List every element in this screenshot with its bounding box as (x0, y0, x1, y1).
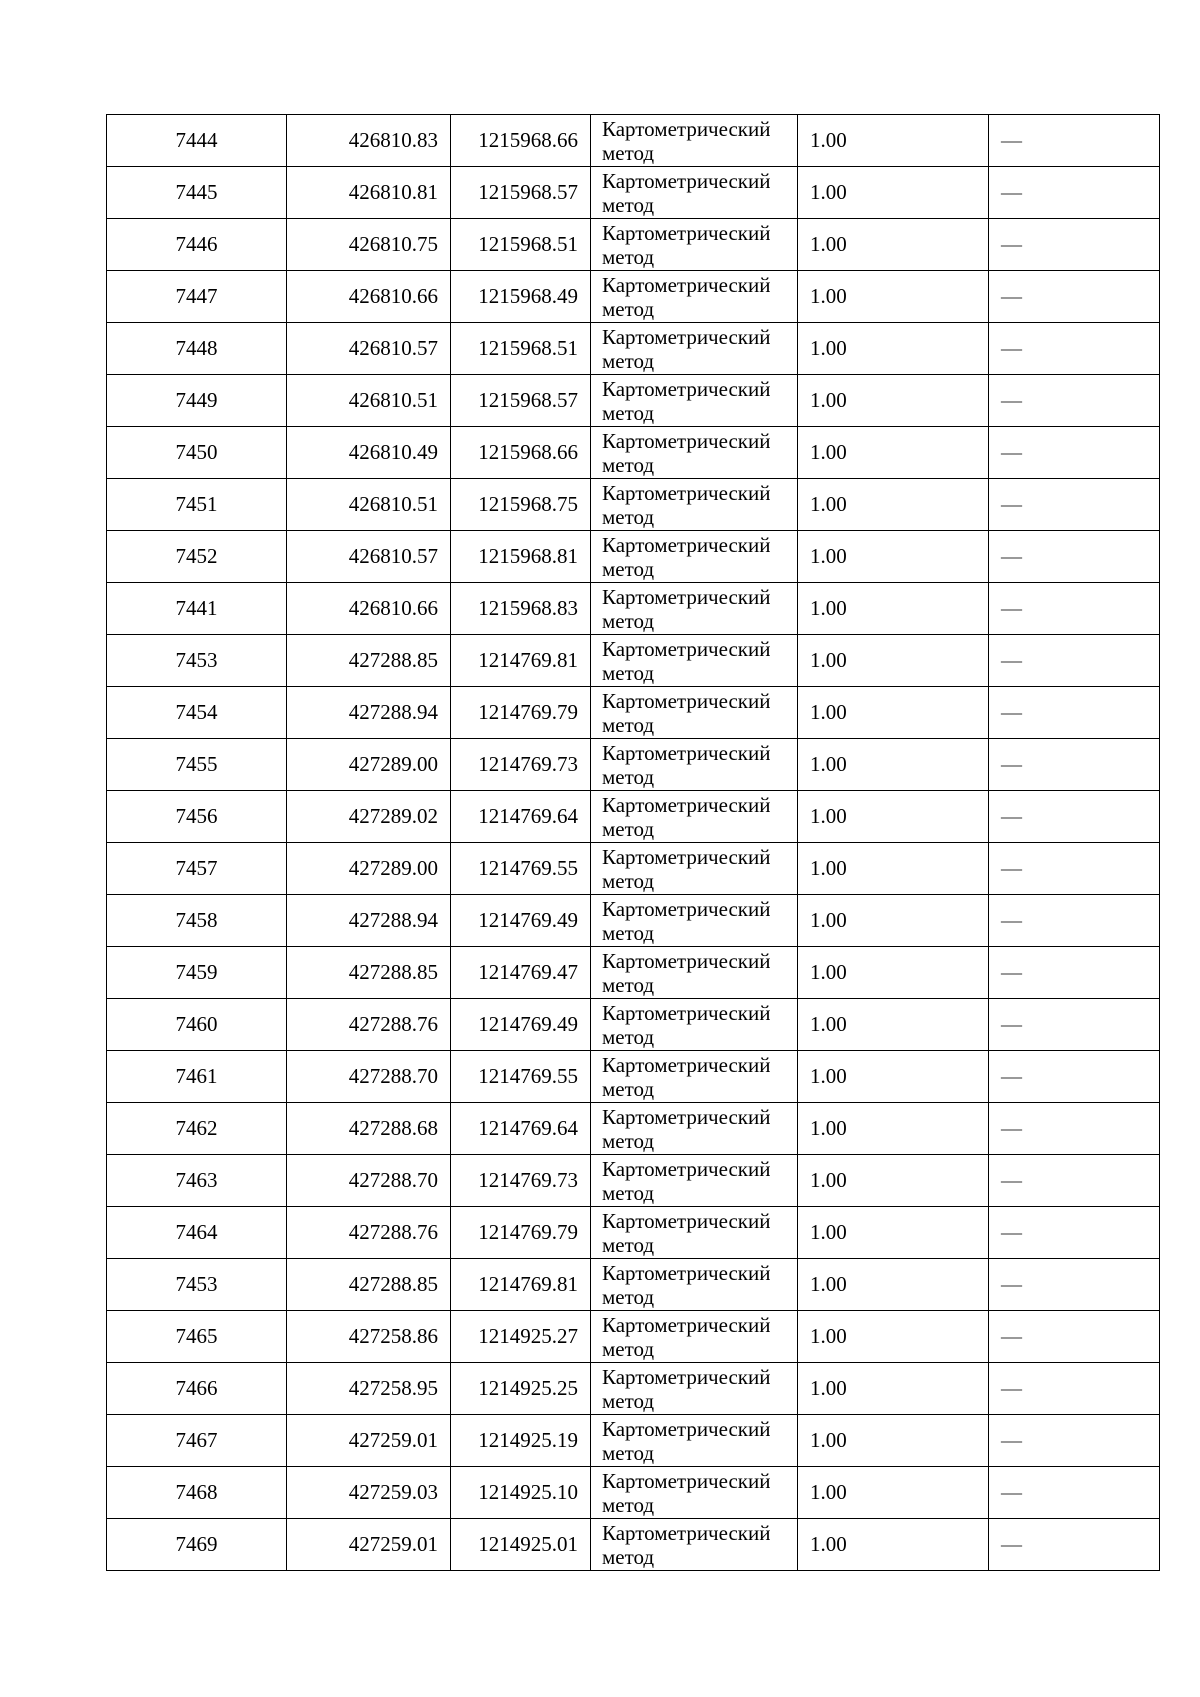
accuracy-cell: 1.00 (798, 895, 989, 947)
point-number-cell: 7457 (107, 843, 287, 895)
method-line-1: Картометрический (602, 272, 771, 297)
x-coordinate-cell: 427289.00 (287, 843, 451, 895)
y-coordinate-cell: 1215968.57 (451, 375, 591, 427)
method-line-1: Картометрический (602, 324, 771, 349)
method-cell (591, 739, 798, 791)
accuracy-cell: 1.00 (798, 1207, 989, 1259)
y-coordinate-cell: 1215968.51 (451, 219, 591, 271)
method-line-1: Картометрический (602, 428, 771, 453)
table-row (107, 1363, 1160, 1415)
accuracy-cell: 1.00 (798, 1155, 989, 1207)
method-line-1: Картометрический (602, 688, 771, 713)
description-cell: — (989, 167, 1160, 219)
y-coordinate-cell: 1214769.55 (451, 843, 591, 895)
x-coordinate-cell: 427289.02 (287, 791, 451, 843)
point-number-cell: 7453 (107, 635, 287, 687)
table-row (107, 791, 1160, 843)
accuracy-cell: 1.00 (798, 583, 989, 635)
y-coordinate-cell: 1214925.25 (451, 1363, 591, 1415)
point-number-cell: 7456 (107, 791, 287, 843)
point-number-cell: 7460 (107, 999, 287, 1051)
method-cell (591, 1415, 798, 1467)
description-cell: — (989, 1103, 1160, 1155)
y-coordinate-cell: 1214769.64 (451, 1103, 591, 1155)
x-coordinate-cell: 427288.70 (287, 1051, 451, 1103)
table-row (107, 323, 1160, 375)
accuracy-cell: 1.00 (798, 1259, 989, 1311)
method-line-1: Картометрический (602, 1052, 771, 1077)
x-coordinate-cell: 427259.03 (287, 1467, 451, 1519)
table-row (107, 271, 1160, 323)
table-row (107, 427, 1160, 479)
accuracy-cell: 1.00 (798, 739, 989, 791)
method-line-2: метод (602, 712, 655, 737)
method-cell (591, 1363, 798, 1415)
method-line-2: метод (602, 1388, 655, 1413)
y-coordinate-cell: 1214769.49 (451, 999, 591, 1051)
method-line-1: Картометрический (602, 532, 771, 557)
x-coordinate-cell: 427288.68 (287, 1103, 451, 1155)
method-line-2: метод (602, 1180, 655, 1205)
description-cell: — (989, 895, 1160, 947)
y-coordinate-cell: 1215968.51 (451, 323, 591, 375)
table-row (107, 687, 1160, 739)
method-cell (591, 895, 798, 947)
table-row (107, 895, 1160, 947)
accuracy-cell: 1.00 (798, 1103, 989, 1155)
method-line-2: метод (602, 1336, 655, 1361)
method-line-1: Картометрический (602, 948, 771, 973)
x-coordinate-cell: 426810.66 (287, 271, 451, 323)
method-cell (591, 583, 798, 635)
method-line-2: метод (602, 764, 655, 789)
description-cell: — (989, 843, 1160, 895)
point-number-cell: 7454 (107, 687, 287, 739)
method-cell (591, 167, 798, 219)
method-line-1: Картометрический (602, 116, 771, 141)
x-coordinate-cell: 427288.94 (287, 687, 451, 739)
method-cell (591, 1155, 798, 1207)
accuracy-cell: 1.00 (798, 479, 989, 531)
method-line-2: метод (602, 140, 655, 165)
description-cell: — (989, 999, 1160, 1051)
x-coordinate-cell: 427288.70 (287, 1155, 451, 1207)
y-coordinate-cell: 1214769.79 (451, 1207, 591, 1259)
method-line-2: метод (602, 400, 655, 425)
method-line-1: Картометрический (602, 896, 771, 921)
accuracy-cell: 1.00 (798, 635, 989, 687)
point-number-cell: 7464 (107, 1207, 287, 1259)
method-line-2: метод (602, 1076, 655, 1101)
point-number-cell: 7445 (107, 167, 287, 219)
method-line-1: Картометрический (602, 1000, 771, 1025)
point-number-cell: 7463 (107, 1155, 287, 1207)
method-line-1: Картометрический (602, 1156, 771, 1181)
method-line-1: Картометрический (602, 636, 771, 661)
x-coordinate-cell: 427288.94 (287, 895, 451, 947)
table-row (107, 115, 1160, 167)
point-number-cell: 7448 (107, 323, 287, 375)
y-coordinate-cell: 1215968.75 (451, 479, 591, 531)
y-coordinate-cell: 1215968.83 (451, 583, 591, 635)
accuracy-cell: 1.00 (798, 1051, 989, 1103)
point-number-cell: 7452 (107, 531, 287, 583)
method-line-1: Картометрический (602, 1520, 771, 1545)
table-row (107, 1519, 1160, 1571)
y-coordinate-cell: 1215968.57 (451, 167, 591, 219)
y-coordinate-cell: 1215968.81 (451, 531, 591, 583)
point-number-cell: 7447 (107, 271, 287, 323)
method-cell (591, 1519, 798, 1571)
method-cell (591, 219, 798, 271)
method-line-1: Картометрический (602, 1312, 771, 1337)
method-cell (591, 1259, 798, 1311)
method-line-2: метод (602, 556, 655, 581)
accuracy-cell: 1.00 (798, 843, 989, 895)
accuracy-cell: 1.00 (798, 999, 989, 1051)
method-cell (591, 323, 798, 375)
accuracy-cell: 1.00 (798, 1415, 989, 1467)
description-cell: — (989, 739, 1160, 791)
description-cell: — (989, 1415, 1160, 1467)
accuracy-cell: 1.00 (798, 167, 989, 219)
x-coordinate-cell: 427258.95 (287, 1363, 451, 1415)
description-cell: — (989, 427, 1160, 479)
description-cell: — (989, 1259, 1160, 1311)
x-coordinate-cell: 426810.66 (287, 583, 451, 635)
accuracy-cell: 1.00 (798, 271, 989, 323)
method-line-2: метод (602, 972, 655, 997)
method-line-2: метод (602, 1024, 655, 1049)
x-coordinate-cell: 427288.85 (287, 1259, 451, 1311)
accuracy-cell: 1.00 (798, 1311, 989, 1363)
table-row (107, 167, 1160, 219)
x-coordinate-cell: 426810.51 (287, 479, 451, 531)
description-cell: — (989, 375, 1160, 427)
description-cell: — (989, 219, 1160, 271)
method-cell (591, 1207, 798, 1259)
method-line-1: Картометрический (602, 740, 771, 765)
method-line-1: Картометрический (602, 584, 771, 609)
x-coordinate-cell: 426810.57 (287, 531, 451, 583)
point-number-cell: 7451 (107, 479, 287, 531)
table-row (107, 1259, 1160, 1311)
description-cell: — (989, 687, 1160, 739)
point-number-cell: 7458 (107, 895, 287, 947)
method-cell (591, 531, 798, 583)
table-row (107, 583, 1160, 635)
point-number-cell: 7446 (107, 219, 287, 271)
description-cell: — (989, 947, 1160, 999)
table-row (107, 531, 1160, 583)
y-coordinate-cell: 1214769.64 (451, 791, 591, 843)
method-cell (591, 687, 798, 739)
accuracy-cell: 1.00 (798, 1519, 989, 1571)
accuracy-cell: 1.00 (798, 1467, 989, 1519)
table-row (107, 999, 1160, 1051)
point-number-cell: 7467 (107, 1415, 287, 1467)
method-line-2: метод (602, 1440, 655, 1465)
accuracy-cell: 1.00 (798, 791, 989, 843)
method-line-2: метод (602, 296, 655, 321)
table-row (107, 1103, 1160, 1155)
method-cell (591, 375, 798, 427)
x-coordinate-cell: 427259.01 (287, 1415, 451, 1467)
point-number-cell: 7459 (107, 947, 287, 999)
accuracy-cell: 1.00 (798, 947, 989, 999)
accuracy-cell: 1.00 (798, 115, 989, 167)
table-row (107, 1207, 1160, 1259)
y-coordinate-cell: 1214925.10 (451, 1467, 591, 1519)
table-row (107, 947, 1160, 999)
x-coordinate-cell: 427259.01 (287, 1519, 451, 1571)
description-cell: — (989, 791, 1160, 843)
x-coordinate-cell: 426810.83 (287, 115, 451, 167)
method-cell (591, 479, 798, 531)
y-coordinate-cell: 1214769.49 (451, 895, 591, 947)
description-cell: — (989, 479, 1160, 531)
method-line-2: метод (602, 1492, 655, 1517)
accuracy-cell: 1.00 (798, 1363, 989, 1415)
description-cell: — (989, 271, 1160, 323)
x-coordinate-cell: 427258.86 (287, 1311, 451, 1363)
accuracy-cell: 1.00 (798, 427, 989, 479)
method-line-2: метод (602, 816, 655, 841)
y-coordinate-cell: 1214925.19 (451, 1415, 591, 1467)
accuracy-cell: 1.00 (798, 531, 989, 583)
method-cell (591, 1311, 798, 1363)
method-line-1: Картометрический (602, 844, 771, 869)
method-line-2: метод (602, 608, 655, 633)
description-cell: — (989, 323, 1160, 375)
method-line-2: метод (602, 244, 655, 269)
description-cell: — (989, 1467, 1160, 1519)
method-line-1: Картометрический (602, 1416, 771, 1441)
description-cell: — (989, 1207, 1160, 1259)
method-line-1: Картометрический (602, 168, 771, 193)
method-line-2: метод (602, 1284, 655, 1309)
description-cell: — (989, 531, 1160, 583)
point-number-cell: 7466 (107, 1363, 287, 1415)
coordinates-table-body (107, 115, 1160, 1571)
table-row (107, 1415, 1160, 1467)
description-cell: — (989, 115, 1160, 167)
method-line-2: метод (602, 192, 655, 217)
method-line-2: метод (602, 1544, 655, 1569)
method-cell (591, 947, 798, 999)
table-row (107, 1051, 1160, 1103)
x-coordinate-cell: 426810.75 (287, 219, 451, 271)
method-line-2: метод (602, 348, 655, 373)
y-coordinate-cell: 1214925.27 (451, 1311, 591, 1363)
y-coordinate-cell: 1214769.47 (451, 947, 591, 999)
method-cell (591, 1467, 798, 1519)
point-number-cell: 7469 (107, 1519, 287, 1571)
point-number-cell: 7462 (107, 1103, 287, 1155)
x-coordinate-cell: 426810.49 (287, 427, 451, 479)
accuracy-cell: 1.00 (798, 323, 989, 375)
table-row (107, 739, 1160, 791)
method-line-1: Картометрический (602, 1260, 771, 1285)
x-coordinate-cell: 427289.00 (287, 739, 451, 791)
accuracy-cell: 1.00 (798, 219, 989, 271)
point-number-cell: 7444 (107, 115, 287, 167)
y-coordinate-cell: 1214925.01 (451, 1519, 591, 1571)
method-cell (591, 999, 798, 1051)
method-line-1: Картометрический (602, 1468, 771, 1493)
description-cell: — (989, 583, 1160, 635)
method-line-2: метод (602, 868, 655, 893)
y-coordinate-cell: 1215968.49 (451, 271, 591, 323)
x-coordinate-cell: 427288.76 (287, 1207, 451, 1259)
y-coordinate-cell: 1214769.73 (451, 739, 591, 791)
y-coordinate-cell: 1214769.73 (451, 1155, 591, 1207)
description-cell: — (989, 1519, 1160, 1571)
method-line-1: Картометрический (602, 480, 771, 505)
description-cell: — (989, 1311, 1160, 1363)
table-row (107, 1311, 1160, 1363)
table-row (107, 219, 1160, 271)
x-coordinate-cell: 426810.81 (287, 167, 451, 219)
y-coordinate-cell: 1214769.79 (451, 687, 591, 739)
y-coordinate-cell: 1215968.66 (451, 115, 591, 167)
x-coordinate-cell: 427288.85 (287, 635, 451, 687)
method-cell (591, 1103, 798, 1155)
description-cell: — (989, 1051, 1160, 1103)
table-row (107, 479, 1160, 531)
method-line-2: метод (602, 1128, 655, 1153)
table-row (107, 635, 1160, 687)
point-number-cell: 7453 (107, 1259, 287, 1311)
description-cell: — (989, 1363, 1160, 1415)
x-coordinate-cell: 427288.76 (287, 999, 451, 1051)
accuracy-cell: 1.00 (798, 375, 989, 427)
method-line-1: Картометрический (602, 1208, 771, 1233)
method-line-2: метод (602, 920, 655, 945)
method-line-1: Картометрический (602, 1104, 771, 1129)
method-cell (591, 791, 798, 843)
method-line-2: метод (602, 504, 655, 529)
method-line-1: Картометрический (602, 792, 771, 817)
y-coordinate-cell: 1214769.81 (451, 1259, 591, 1311)
x-coordinate-cell: 426810.57 (287, 323, 451, 375)
point-number-cell: 7468 (107, 1467, 287, 1519)
description-cell: — (989, 635, 1160, 687)
x-coordinate-cell: 427288.85 (287, 947, 451, 999)
table-row (107, 375, 1160, 427)
method-line-1: Картометрический (602, 220, 771, 245)
method-line-2: метод (602, 660, 655, 685)
table-row (107, 1467, 1160, 1519)
point-number-cell: 7465 (107, 1311, 287, 1363)
x-coordinate-cell: 426810.51 (287, 375, 451, 427)
point-number-cell: 7461 (107, 1051, 287, 1103)
method-cell (591, 115, 798, 167)
point-number-cell: 7441 (107, 583, 287, 635)
point-number-cell: 7449 (107, 375, 287, 427)
description-cell: — (989, 1155, 1160, 1207)
point-number-cell: 7455 (107, 739, 287, 791)
method-line-1: Картометрический (602, 1364, 771, 1389)
y-coordinate-cell: 1214769.55 (451, 1051, 591, 1103)
method-cell (591, 635, 798, 687)
method-line-1: Картометрический (602, 376, 771, 401)
table-row (107, 1155, 1160, 1207)
method-cell (591, 427, 798, 479)
method-line-2: метод (602, 1232, 655, 1257)
accuracy-cell: 1.00 (798, 687, 989, 739)
y-coordinate-cell: 1215968.66 (451, 427, 591, 479)
table-row (107, 843, 1160, 895)
y-coordinate-cell: 1214769.81 (451, 635, 591, 687)
method-cell (591, 271, 798, 323)
method-cell (591, 1051, 798, 1103)
method-cell (591, 843, 798, 895)
coordinates-table (106, 114, 1160, 1571)
method-line-2: метод (602, 452, 655, 477)
point-number-cell: 7450 (107, 427, 287, 479)
